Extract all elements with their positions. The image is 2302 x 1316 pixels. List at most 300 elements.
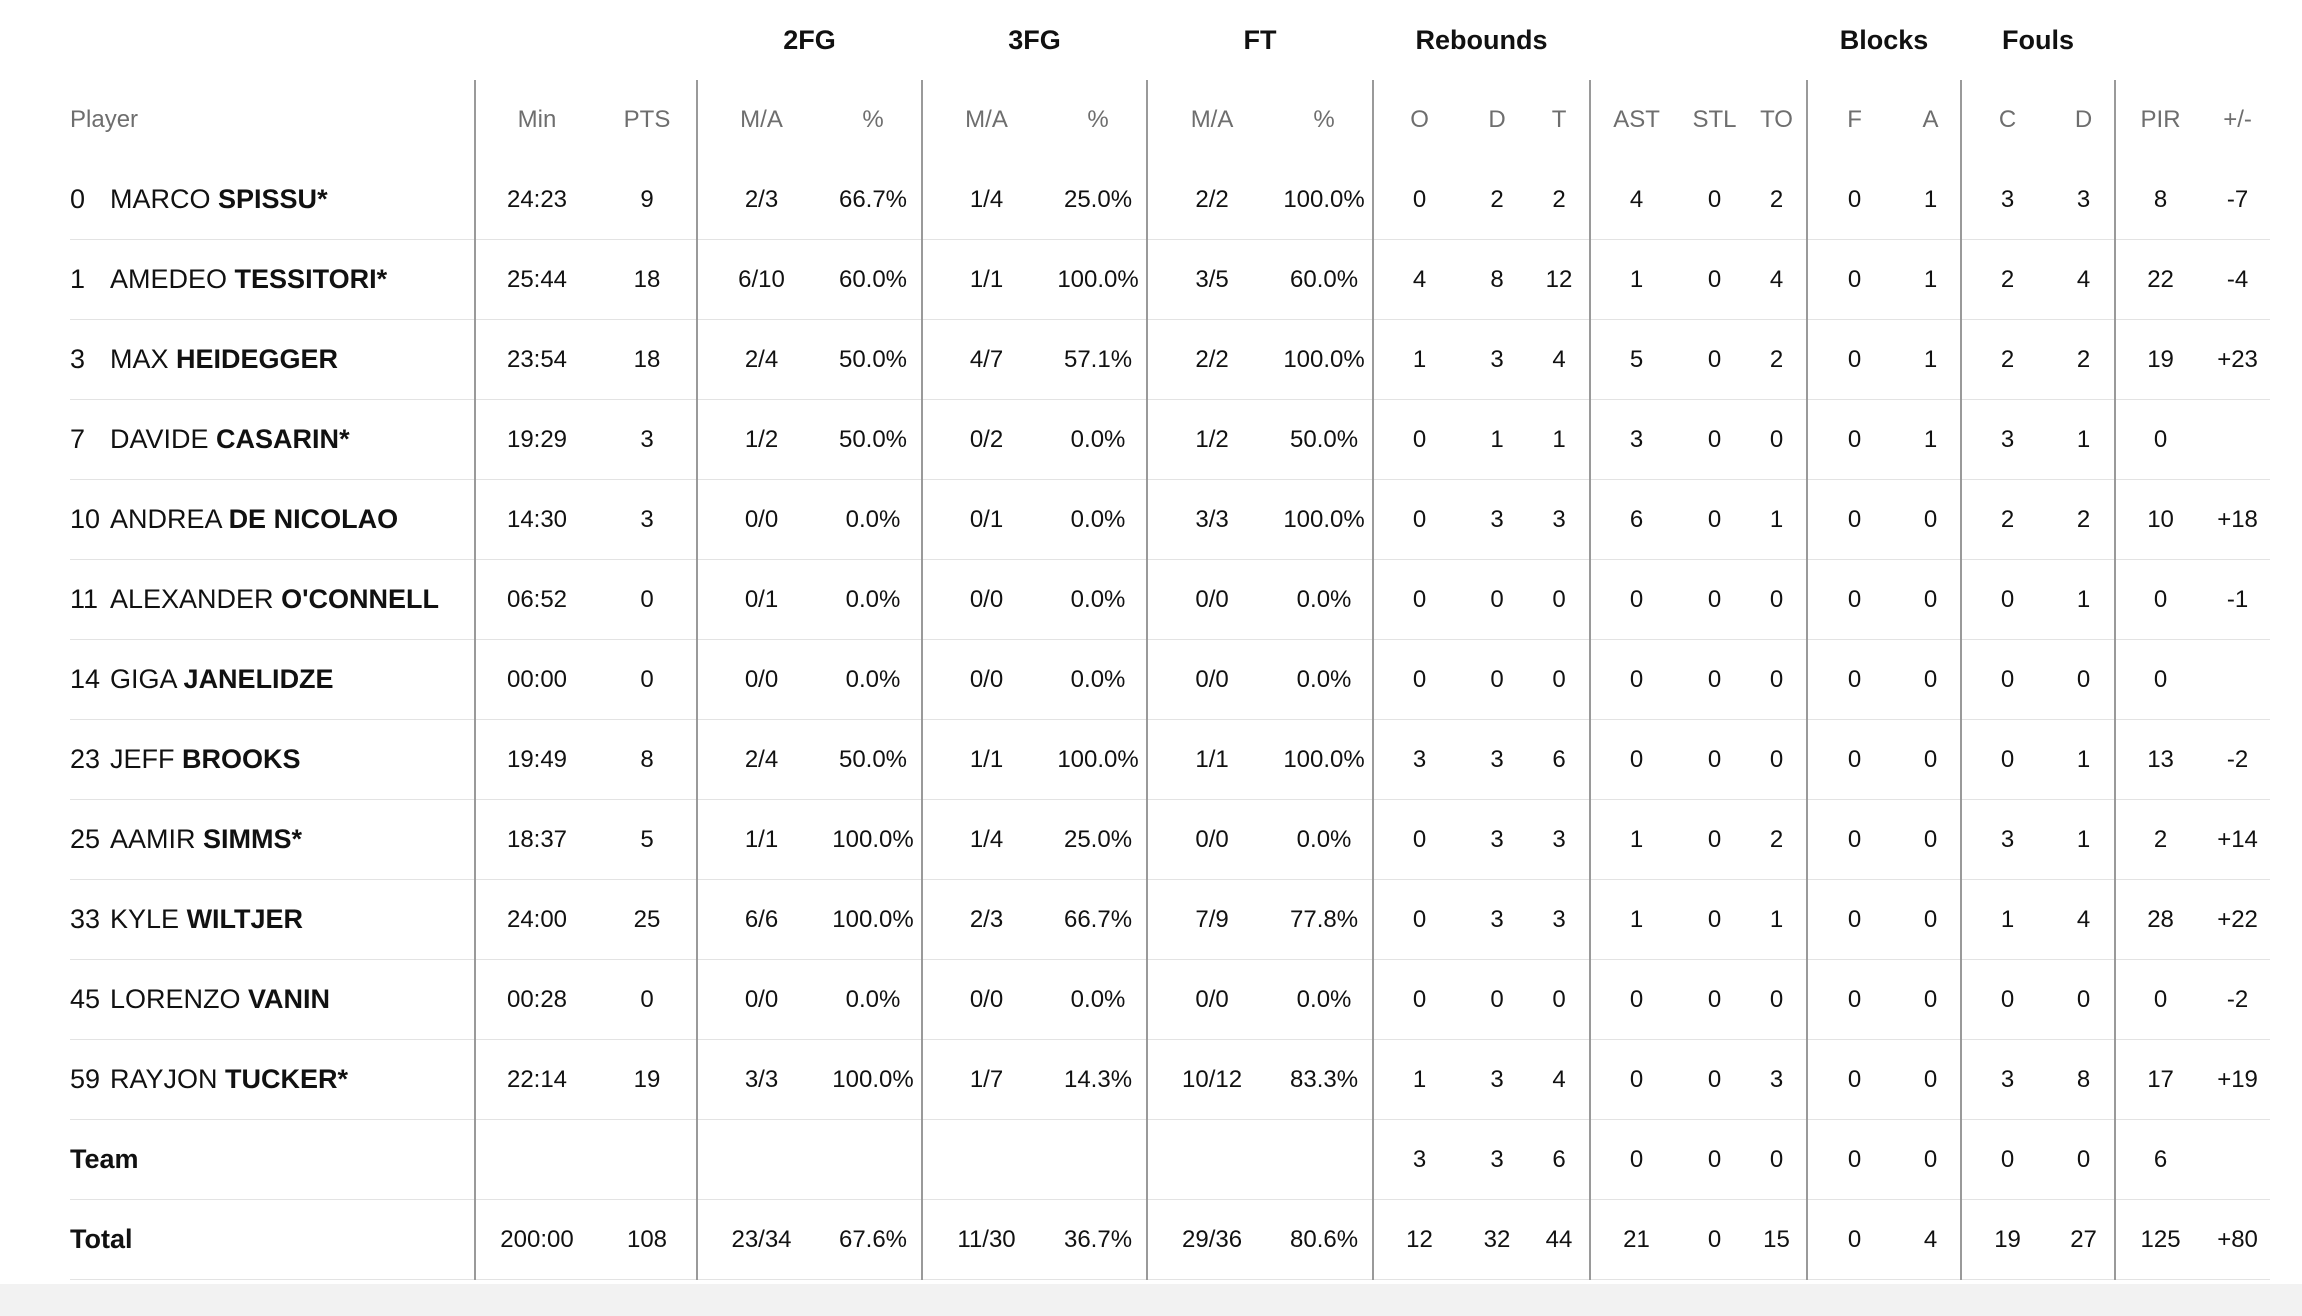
player-cell — [70, 640, 475, 720]
player-row — [70, 320, 2270, 400]
stat-blocks-against: 0 — [1901, 960, 1961, 1040]
stat-blocks-for: 0 — [1807, 1200, 1901, 1280]
stat-2fg-pct: 60.0% — [825, 240, 922, 320]
stat-blocks-against: 1 — [1901, 160, 1961, 240]
col-header-2fg-made-att[interactable]: M/A — [697, 80, 825, 160]
stat-3fg-made-att: 0/1 — [922, 480, 1050, 560]
stat-min — [475, 1120, 598, 1200]
stat-pir: 22 — [2115, 240, 2205, 320]
stat-assists: 0 — [1590, 1120, 1682, 1200]
stat-reb-off: 0 — [1373, 640, 1465, 720]
stat-pir: 0 — [2115, 560, 2205, 640]
player-first-name: ANDREA — [110, 504, 222, 534]
player-last-name[interactable]: BROOKS — [182, 744, 301, 774]
stat-steals: 0 — [1682, 720, 1747, 800]
player-row — [70, 240, 2270, 320]
stat-steals: 0 — [1682, 560, 1747, 640]
stat-3fg-pct: 100.0% — [1050, 720, 1147, 800]
stat-pts: 0 — [598, 640, 697, 720]
player-cell — [70, 240, 475, 320]
stat-turnovers: 0 — [1747, 960, 1807, 1040]
stat-ft-made-att: 3/3 — [1147, 480, 1276, 560]
player-last-name[interactable]: O'CONNELL — [281, 584, 439, 614]
stat-2fg-made-att: 1/1 — [697, 800, 825, 880]
stat-turnovers: 1 — [1747, 480, 1807, 560]
stat-blocks-for: 0 — [1807, 320, 1901, 400]
stat-fouls-drawn: 0 — [2053, 640, 2115, 720]
stat-fouls-drawn: 3 — [2053, 160, 2115, 240]
stat-plus-minus: +19 — [2205, 1040, 2270, 1120]
stat-fouls-drawn: 0 — [2053, 960, 2115, 1040]
stat-min: 22:14 — [475, 1040, 598, 1120]
player-first-name: RAYJON — [110, 1064, 218, 1094]
stat-2fg-made-att: 6/10 — [697, 240, 825, 320]
player-number: 23 — [70, 744, 101, 774]
col-header-plus-minus[interactable]: +/- — [2223, 106, 2252, 133]
stat-blocks-against: 0 — [1901, 480, 1961, 560]
col-header-fouls-committed[interactable]: C — [1961, 80, 2053, 160]
stat-blocks-against: 0 — [1901, 1040, 1961, 1120]
stat-blocks-for: 0 — [1807, 160, 1901, 240]
player-number: 59 — [70, 1064, 101, 1094]
stat-ft-made-att — [1147, 1120, 1276, 1200]
stat-2fg-pct: 0.0% — [825, 640, 922, 720]
stat-steals: 0 — [1682, 800, 1747, 880]
stat-ft-pct: 0.0% — [1276, 640, 1373, 720]
stat-turnovers: 0 — [1747, 400, 1807, 480]
stat-pts: 108 — [598, 1200, 697, 1280]
stat-assists: 0 — [1590, 720, 1682, 800]
stat-plus-minus: +18 — [2205, 480, 2270, 560]
stat-pir: 28 — [2115, 880, 2205, 960]
group-rebounds: Rebounds — [1415, 24, 1548, 55]
stat-assists: 0 — [1590, 560, 1682, 640]
player-row — [70, 400, 2270, 480]
stat-turnovers: 15 — [1747, 1200, 1807, 1280]
player-number: 14 — [70, 664, 101, 694]
stat-ft-made-att: 0/0 — [1147, 960, 1276, 1040]
stat-min: 06:52 — [475, 560, 598, 640]
starter-marker: * — [337, 1064, 349, 1094]
stat-reb-def: 3 — [1465, 800, 1529, 880]
stat-reb-def: 0 — [1465, 960, 1529, 1040]
stat-2fg-pct: 0.0% — [825, 480, 922, 560]
stat-fouls-committed: 2 — [1961, 320, 2053, 400]
player-first-name: AAMIR — [110, 824, 196, 854]
stat-reb-total: 0 — [1529, 560, 1590, 640]
stat-assists: 1 — [1590, 800, 1682, 880]
stat-2fg-made-att: 0/0 — [697, 640, 825, 720]
stat-reb-off: 1 — [1373, 320, 1465, 400]
stat-reb-def: 32 — [1465, 1200, 1529, 1280]
stat-min: 14:30 — [475, 480, 598, 560]
col-header-2fg-pct[interactable]: % — [862, 106, 884, 133]
stat-turnovers: 2 — [1747, 800, 1807, 880]
stat-reb-off: 0 — [1373, 400, 1465, 480]
stat-pir: 17 — [2115, 1040, 2205, 1120]
player-last-name[interactable]: CASARIN — [216, 424, 340, 454]
stat-steals: 0 — [1682, 240, 1747, 320]
stat-reb-total: 6 — [1529, 1120, 1590, 1200]
player-row — [70, 160, 2270, 240]
stat-3fg-made-att: 1/1 — [922, 720, 1050, 800]
col-header-blocks-against[interactable]: A — [1922, 106, 1939, 133]
stat-3fg-made-att: 2/3 — [922, 880, 1050, 960]
group-ft: FT — [1243, 24, 1277, 55]
stat-fouls-drawn: 1 — [2053, 720, 2115, 800]
stat-reb-total: 4 — [1529, 320, 1590, 400]
stat-turnovers: 3 — [1747, 1040, 1807, 1120]
stat-ft-pct: 77.8% — [1276, 880, 1373, 960]
stat-reb-def: 3 — [1465, 880, 1529, 960]
col-header-pir[interactable]: PIR — [2115, 80, 2205, 160]
stat-reb-off: 0 — [1373, 960, 1465, 1040]
player-cell — [70, 320, 475, 400]
stat-3fg-made-att: 1/1 — [922, 240, 1050, 320]
stat-assists: 1 — [1590, 880, 1682, 960]
col-header-ft-made-att[interactable]: M/A — [1147, 80, 1276, 160]
col-header-turnovers[interactable]: TO — [1760, 106, 1793, 133]
stat-assists: 4 — [1590, 160, 1682, 240]
group-2fg: 2FG — [783, 24, 836, 55]
col-header-fouls-drawn[interactable]: D — [2074, 106, 2093, 133]
stat-steals: 0 — [1682, 160, 1747, 240]
stat-2fg-made-att: 0/1 — [697, 560, 825, 640]
stat-fouls-committed: 3 — [1961, 800, 2053, 880]
stat-reb-def: 8 — [1465, 240, 1529, 320]
stat-reb-total: 0 — [1529, 640, 1590, 720]
stat-reb-total: 3 — [1529, 480, 1590, 560]
stat-fouls-committed: 0 — [1961, 960, 2053, 1040]
stat-blocks-for: 0 — [1807, 720, 1901, 800]
stat-2fg-pct: 100.0% — [825, 800, 922, 880]
stat-pir: 10 — [2115, 480, 2205, 560]
stat-fouls-committed: 0 — [1961, 560, 2053, 640]
stat-reb-off: 3 — [1373, 720, 1465, 800]
stat-ft-made-att: 29/36 — [1147, 1200, 1276, 1280]
stat-plus-minus: +23 — [2205, 320, 2270, 400]
stat-pts: 19 — [598, 1040, 697, 1120]
player-row — [70, 560, 2270, 640]
stat-ft-pct: 0.0% — [1276, 560, 1373, 640]
stat-3fg-made-att: 0/0 — [922, 640, 1050, 720]
stat-2fg-made-att: 6/6 — [697, 880, 825, 960]
stat-steals: 0 — [1682, 960, 1747, 1040]
starter-marker: * — [339, 424, 350, 454]
player-number: 0 — [70, 184, 86, 214]
stat-3fg-made-att: 4/7 — [922, 320, 1050, 400]
stat-reb-def: 3 — [1465, 480, 1529, 560]
stat-assists: 0 — [1590, 1040, 1682, 1120]
starter-marker: * — [291, 824, 303, 854]
stat-2fg-pct: 66.7% — [825, 160, 922, 240]
player-row — [70, 800, 2270, 880]
stat-turnovers: 0 — [1747, 640, 1807, 720]
stat-pir: 125 — [2115, 1200, 2205, 1280]
stat-fouls-drawn: 1 — [2053, 800, 2115, 880]
col-header-reb-def[interactable]: D — [1488, 106, 1506, 133]
col-header-3fg-pct[interactable]: % — [1087, 106, 1109, 133]
player-first-name: GIGA — [110, 664, 177, 694]
player-number: 33 — [70, 904, 101, 934]
stat-fouls-committed: 3 — [1961, 1040, 2053, 1120]
stat-plus-minus — [2205, 400, 2270, 480]
stat-reb-def: 2 — [1465, 160, 1529, 240]
stat-reb-def: 1 — [1465, 400, 1529, 480]
player-last-name[interactable]: DE NICOLAO — [228, 504, 399, 534]
stat-steals: 0 — [1682, 320, 1747, 400]
team-row — [70, 1120, 2270, 1200]
player-cell — [70, 1040, 475, 1120]
stat-fouls-drawn: 1 — [2053, 560, 2115, 640]
stat-steals: 0 — [1682, 1120, 1747, 1200]
stat-turnovers: 0 — [1747, 560, 1807, 640]
stat-blocks-against: 0 — [1901, 880, 1961, 960]
stat-min: 00:28 — [475, 960, 598, 1040]
box-score-table — [70, 0, 2270, 1280]
stat-fouls-committed: 1 — [1961, 880, 2053, 960]
stat-ft-made-att: 2/2 — [1147, 160, 1276, 240]
col-header-3fg-made-att[interactable]: M/A — [922, 80, 1050, 160]
stat-ft-made-att: 0/0 — [1147, 640, 1276, 720]
stat-3fg-made-att: 0/0 — [922, 560, 1050, 640]
player-first-name: MAX — [110, 344, 169, 374]
stat-plus-minus: -2 — [2205, 960, 2270, 1040]
stat-assists: 6 — [1590, 480, 1682, 560]
player-last-name[interactable]: HEIDEGGER — [176, 344, 339, 374]
stat-fouls-drawn: 4 — [2053, 240, 2115, 320]
stat-3fg-pct: 14.3% — [1050, 1040, 1147, 1120]
player-first-name: LORENZO — [110, 984, 241, 1014]
col-header-ft-pct[interactable]: % — [1313, 106, 1335, 133]
stat-blocks-for: 0 — [1807, 1120, 1901, 1200]
stat-2fg-made-att: 23/34 — [697, 1200, 825, 1280]
stat-pir: 0 — [2115, 960, 2205, 1040]
stat-reb-def: 3 — [1465, 1040, 1529, 1120]
stat-2fg-made-att: 2/3 — [697, 160, 825, 240]
stat-assists: 5 — [1590, 320, 1682, 400]
stat-min: 23:54 — [475, 320, 598, 400]
stat-blocks-for: 0 — [1807, 400, 1901, 480]
group-3fg: 3FG — [1008, 24, 1061, 55]
team-label: Team — [70, 1120, 475, 1200]
stat-ft-made-att: 10/12 — [1147, 1040, 1276, 1120]
col-header-steals[interactable]: STL — [1692, 106, 1737, 133]
player-last-name[interactable]: TUCKER — [225, 1064, 338, 1094]
stat-3fg-made-att: 1/7 — [922, 1040, 1050, 1120]
player-row — [70, 1040, 2270, 1120]
stat-blocks-for: 0 — [1807, 880, 1901, 960]
player-first-name: MARCO — [110, 184, 211, 214]
player-first-name: DAVIDE — [110, 424, 209, 454]
stat-2fg-pct: 0.0% — [825, 560, 922, 640]
stat-reb-total: 2 — [1529, 160, 1590, 240]
stat-3fg-pct: 0.0% — [1050, 480, 1147, 560]
stat-blocks-against: 0 — [1901, 720, 1961, 800]
stat-3fg-pct: 0.0% — [1050, 640, 1147, 720]
player-number: 7 — [70, 424, 86, 454]
stat-reb-total: 6 — [1529, 720, 1590, 800]
player-first-name: AMEDEO — [110, 264, 228, 294]
stat-turnovers: 0 — [1747, 1120, 1807, 1200]
stat-min: 200:00 — [475, 1200, 598, 1280]
col-header-blocks-for[interactable]: F — [1807, 80, 1901, 160]
player-row — [70, 960, 2270, 1040]
stat-ft-made-att: 2/2 — [1147, 320, 1276, 400]
stat-3fg-pct: 66.7% — [1050, 880, 1147, 960]
player-row — [70, 880, 2270, 960]
stat-reb-total: 3 — [1529, 800, 1590, 880]
stat-steals: 0 — [1682, 1040, 1747, 1120]
player-cell — [70, 800, 475, 880]
player-last-name[interactable]: JANELIDZE — [183, 664, 334, 694]
stat-reb-off: 0 — [1373, 160, 1465, 240]
stat-pir: 0 — [2115, 400, 2205, 480]
stat-turnovers: 2 — [1747, 320, 1807, 400]
player-cell — [70, 720, 475, 800]
col-header-reb-off[interactable]: O — [1373, 80, 1465, 160]
stat-ft-made-att: 0/0 — [1147, 560, 1276, 640]
player-number: 45 — [70, 984, 101, 1014]
page-footer-band — [0, 1284, 2302, 1316]
stat-fouls-drawn: 0 — [2053, 1120, 2115, 1200]
group-spacer — [70, 0, 697, 80]
stat-3fg-made-att — [922, 1120, 1050, 1200]
stat-reb-total: 0 — [1529, 960, 1590, 1040]
player-cell — [70, 400, 475, 480]
stat-fouls-drawn: 1 — [2053, 400, 2115, 480]
stat-fouls-committed: 3 — [1961, 160, 2053, 240]
stat-3fg-pct: 25.0% — [1050, 160, 1147, 240]
stat-pts: 0 — [598, 560, 697, 640]
stat-2fg-pct: 100.0% — [825, 1040, 922, 1120]
stat-plus-minus: +14 — [2205, 800, 2270, 880]
stat-blocks-for: 0 — [1807, 640, 1901, 720]
player-last-name[interactable]: SPISSU — [218, 184, 318, 214]
stat-2fg-made-att: 0/0 — [697, 480, 825, 560]
col-header-reb-total[interactable]: T — [1551, 106, 1567, 133]
player-cell — [70, 480, 475, 560]
stat-3fg-pct: 25.0% — [1050, 800, 1147, 880]
player-number: 10 — [70, 504, 101, 534]
total-label: Total — [70, 1200, 475, 1280]
stat-min: 25:44 — [475, 240, 598, 320]
stat-blocks-against: 0 — [1901, 640, 1961, 720]
stat-reb-off: 1 — [1373, 1040, 1465, 1120]
stat-pts: 9 — [598, 160, 697, 240]
stat-steals: 0 — [1682, 480, 1747, 560]
player-last-name[interactable]: SIMMS — [203, 824, 292, 854]
stat-fouls-committed: 0 — [1961, 640, 2053, 720]
player-last-name[interactable]: VANIN — [248, 984, 331, 1014]
stat-reb-def: 3 — [1465, 1120, 1529, 1200]
stat-blocks-against: 4 — [1901, 1200, 1961, 1280]
stat-ft-pct: 100.0% — [1276, 160, 1373, 240]
stat-fouls-committed: 0 — [1961, 720, 2053, 800]
stat-3fg-made-att: 1/4 — [922, 800, 1050, 880]
col-header-pts[interactable]: PTS — [623, 106, 671, 133]
stat-fouls-drawn: 27 — [2053, 1200, 2115, 1280]
stat-plus-minus — [2205, 1120, 2270, 1200]
stat-pts: 3 — [598, 480, 697, 560]
stat-steals: 0 — [1682, 880, 1747, 960]
stat-ft-made-att: 3/5 — [1147, 240, 1276, 320]
player-row — [70, 640, 2270, 720]
stat-2fg-pct: 67.6% — [825, 1200, 922, 1280]
stat-steals: 0 — [1682, 1200, 1747, 1280]
stat-blocks-for: 0 — [1807, 1040, 1901, 1120]
stat-fouls-drawn: 2 — [2053, 480, 2115, 560]
stat-reb-off: 0 — [1373, 880, 1465, 960]
stat-pts: 18 — [598, 240, 697, 320]
stat-plus-minus: -1 — [2205, 560, 2270, 640]
col-header-min[interactable]: Min — [475, 80, 598, 160]
stat-pts: 25 — [598, 880, 697, 960]
stat-2fg-pct: 50.0% — [825, 720, 922, 800]
col-header-assists[interactable]: AST — [1590, 80, 1682, 160]
stat-2fg-made-att: 2/4 — [697, 320, 825, 400]
stat-blocks-against: 1 — [1901, 240, 1961, 320]
player-number: 1 — [70, 264, 86, 294]
stat-fouls-drawn: 8 — [2053, 1040, 2115, 1120]
stat-fouls-committed: 0 — [1961, 1120, 2053, 1200]
stat-ft-made-att: 7/9 — [1147, 880, 1276, 960]
player-last-name[interactable]: WILTJER — [186, 904, 304, 934]
stat-reb-total: 4 — [1529, 1040, 1590, 1120]
column-header-row — [70, 80, 2270, 160]
stat-reb-off: 3 — [1373, 1120, 1465, 1200]
stat-reb-total: 12 — [1529, 240, 1590, 320]
stat-ft-pct — [1276, 1120, 1373, 1200]
stat-min: 24:23 — [475, 160, 598, 240]
stat-turnovers: 1 — [1747, 880, 1807, 960]
stat-blocks-for: 0 — [1807, 800, 1901, 880]
player-row — [70, 720, 2270, 800]
stat-3fg-pct: 0.0% — [1050, 960, 1147, 1040]
player-number: 3 — [70, 344, 86, 374]
stat-ft-made-att: 1/2 — [1147, 400, 1276, 480]
stat-reb-def: 3 — [1465, 320, 1529, 400]
stat-ft-made-att: 0/0 — [1147, 800, 1276, 880]
stat-fouls-drawn: 4 — [2053, 880, 2115, 960]
stat-ft-pct: 100.0% — [1276, 480, 1373, 560]
stat-3fg-made-att: 0/2 — [922, 400, 1050, 480]
stat-turnovers: 0 — [1747, 720, 1807, 800]
stat-blocks-against: 1 — [1901, 320, 1961, 400]
stat-ft-pct: 80.6% — [1276, 1200, 1373, 1280]
stat-reb-off: 12 — [1373, 1200, 1465, 1280]
group-spacer — [2115, 0, 2270, 80]
stat-reb-def: 3 — [1465, 720, 1529, 800]
stat-min: 18:37 — [475, 800, 598, 880]
starter-marker: * — [317, 184, 328, 214]
stat-ft-pct: 83.3% — [1276, 1040, 1373, 1120]
group-header-row — [70, 0, 2270, 80]
stat-3fg-made-att: 11/30 — [922, 1200, 1050, 1280]
stat-blocks-for: 0 — [1807, 480, 1901, 560]
stat-blocks-against: 0 — [1901, 1120, 1961, 1200]
total-row — [70, 1200, 2270, 1280]
player-number: 11 — [70, 584, 99, 614]
stat-2fg-pct: 0.0% — [825, 960, 922, 1040]
stat-assists: 21 — [1590, 1200, 1682, 1280]
player-last-name[interactable]: TESSITORI — [234, 264, 377, 294]
stat-2fg-made-att: 3/3 — [697, 1040, 825, 1120]
stat-pts: 18 — [598, 320, 697, 400]
stat-pts: 8 — [598, 720, 697, 800]
stat-min: 19:29 — [475, 400, 598, 480]
stat-3fg-made-att: 1/4 — [922, 160, 1050, 240]
